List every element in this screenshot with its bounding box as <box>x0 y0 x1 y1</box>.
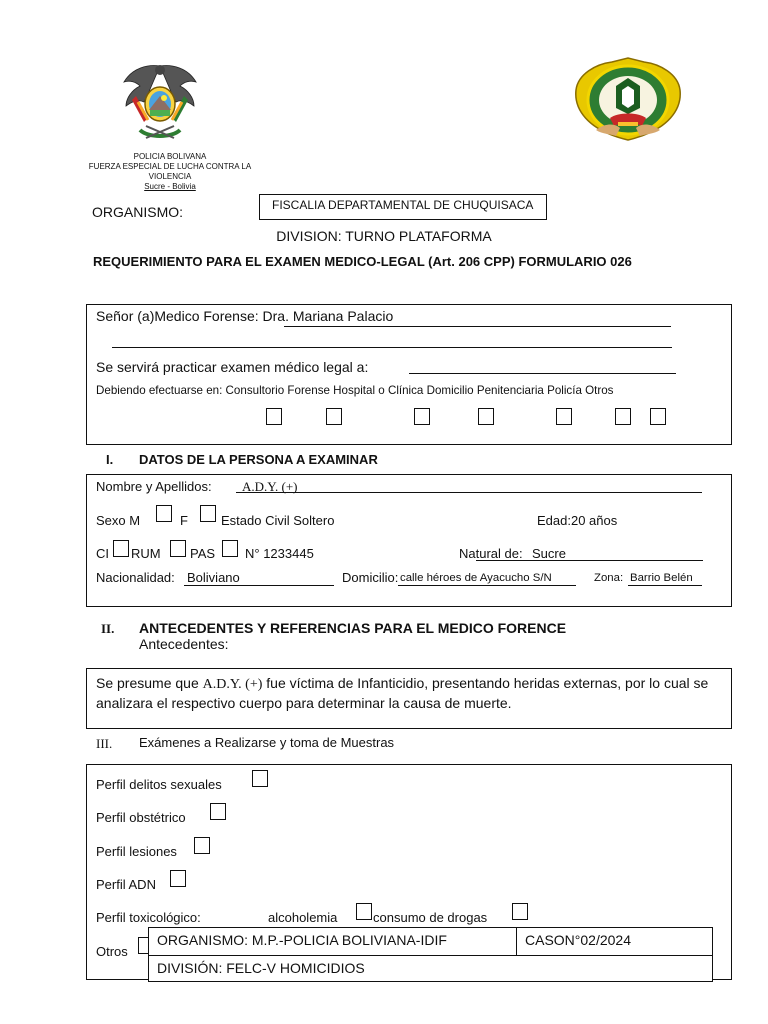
nacionalidad-underline <box>184 585 334 586</box>
footer-caso-cell <box>516 927 713 956</box>
checkbox-rum[interactable] <box>170 540 186 557</box>
section-1-title: DATOS DE LA PERSONA A EXAMINAR <box>139 452 378 467</box>
footer-caso: CASON°02/2024 <box>525 932 631 948</box>
header-line-4: Sucre - Bolivia <box>144 182 196 191</box>
sexo-m-label: Sexo M <box>96 513 141 528</box>
checkbox-perfil-adn[interactable] <box>170 870 186 887</box>
checkbox-consumo-drogas[interactable] <box>512 903 528 920</box>
edad: Edad:20 años <box>537 513 618 528</box>
zona-label: Zona: <box>594 572 627 584</box>
pas-label: PAS <box>190 546 216 561</box>
checkbox-hospital-clinica[interactable] <box>326 408 342 425</box>
otros-label: Otros <box>96 944 128 959</box>
checkbox-perfil-lesiones[interactable] <box>194 837 210 854</box>
footer-organismo-cell <box>148 927 517 956</box>
form-title: REQUERIMIENTO PARA EL EXAMEN MEDICO-LEGAL (Art. 206 CPP) FORMULARIO 026 <box>93 254 632 269</box>
checkbox-consultorio-forense[interactable] <box>266 408 282 425</box>
perfil-lesiones-label: Perfil lesiones <box>96 844 177 859</box>
felcv-seal-emblem <box>566 56 690 144</box>
section-3-title: Exámenes a Realizarse y toma de Muestras <box>139 735 395 750</box>
checkbox-penitenciaria[interactable] <box>478 408 494 425</box>
antecedentes-text-b: fue víctima de Infanticidio, presentando heridas externas, por lo cual se analizara el respectivo cuerpo para determinar la causa de muerte. <box>96 675 709 711</box>
rum-label: RUM <box>131 546 161 561</box>
section-1-number: I. <box>106 452 114 467</box>
header-line-2: FUERZA ESPECIAL DE LUCHA CONTRA LA <box>88 162 252 171</box>
medico-forense-label: Señor (a)Medico Forense: <box>96 308 263 324</box>
medico-forense-value[interactable]: Dra. Mariana Palacio <box>262 308 394 324</box>
perfil-adn-label: Perfil ADN <box>96 877 156 892</box>
checkbox-otros-a[interactable] <box>615 408 631 425</box>
medico-forense-underline <box>284 326 671 327</box>
zona-underline <box>628 585 702 586</box>
checkbox-sexo-f[interactable] <box>200 505 216 522</box>
sexo-f-label: F <box>180 513 188 528</box>
perfil-obstetrico-label: Perfil obstétrico <box>96 810 186 825</box>
consumo-drogas-label: consumo de drogas <box>373 910 488 925</box>
debiendo-label: Debiendo efectuarse en: Consultorio Forense Hospital o Clínica Domicilio Penitenciaria Policía Otros <box>96 384 614 397</box>
header-text <box>60 152 280 192</box>
blank-line[interactable] <box>112 347 672 348</box>
antecedentes-text-a: Se presume que <box>96 675 203 691</box>
alcoholemia-label: alcoholemia <box>268 910 338 925</box>
checkbox-domicilio[interactable] <box>414 408 430 425</box>
footer-division: DIVISIÓN: FELC-V HOMICIDIOS <box>157 960 365 976</box>
header-line-3: VIOLENCIA <box>148 172 192 181</box>
checkbox-perfil-delitos-sexuales[interactable] <box>252 770 268 787</box>
footer-division-cell <box>148 955 713 982</box>
natural-label: Natural de: <box>459 546 527 561</box>
checkbox-pas[interactable] <box>222 540 238 557</box>
domicilio-underline <box>398 585 576 586</box>
domicilio-label: Domicilio: <box>342 570 402 585</box>
natural-underline <box>476 560 703 561</box>
section-2-number: II. <box>101 621 115 636</box>
organismo-value-box[interactable] <box>259 194 547 220</box>
nombre-value[interactable]: A.D.Y. (+) <box>242 479 298 494</box>
medico-forense-line <box>96 308 393 324</box>
nombre-underline <box>236 492 702 493</box>
id-number: N° 1233445 <box>245 546 314 561</box>
organismo-label: ORGANISMO: <box>92 204 184 220</box>
organismo-value: FISCALIA DEPARTAMENTAL DE CHUQUISACA <box>272 198 534 212</box>
servira-field[interactable] <box>409 373 676 374</box>
ci-label: CI <box>96 546 109 561</box>
section-3-number: III. <box>96 736 113 751</box>
division-line: DIVISION: TURNO PLATAFORMA <box>276 228 492 244</box>
domicilio-value[interactable]: calle héroes de Ayacucho S/N <box>400 572 552 584</box>
natural-value[interactable]: Sucre <box>532 546 566 561</box>
antecedentes-label: Antecedentes: <box>139 636 229 652</box>
section-2-title: ANTECEDENTES Y REFERENCIAS PARA EL MEDICO FORENCE <box>139 620 567 636</box>
checkbox-otros-b[interactable] <box>650 408 666 425</box>
servira-label: Se servirá practicar examen médico legal a: <box>96 359 369 375</box>
zona-value[interactable]: Barrio Belén <box>630 572 693 584</box>
checkbox-ci[interactable] <box>113 540 129 557</box>
nacionalidad-value[interactable]: Boliviano <box>187 570 240 585</box>
bolivia-coat-of-arms-emblem <box>118 60 202 146</box>
antecedentes-person: A.D.Y. (+) <box>202 677 263 692</box>
perfil-toxicologico-label: Perfil toxicológico: <box>96 910 201 925</box>
nacionalidad-label: Nacionalidad: <box>96 570 179 585</box>
header-line-1: POLICIA BOLIVANA <box>133 152 207 161</box>
checkbox-alcoholemia[interactable] <box>356 903 372 920</box>
antecedentes-text <box>96 674 728 712</box>
perfil-delitos-sexuales-label: Perfil delitos sexuales <box>96 777 222 792</box>
footer-organismo: ORGANISMO: M.P.-POLICIA BOLIVIANA-IDIF <box>157 932 447 948</box>
checkbox-perfil-obstetrico[interactable] <box>210 803 226 820</box>
checkbox-sexo-m[interactable] <box>156 505 172 522</box>
nombre-label: Nombre y Apellidos: <box>96 479 212 494</box>
estado-civil: Estado Civil Soltero <box>221 513 335 528</box>
checkbox-policia[interactable] <box>556 408 572 425</box>
